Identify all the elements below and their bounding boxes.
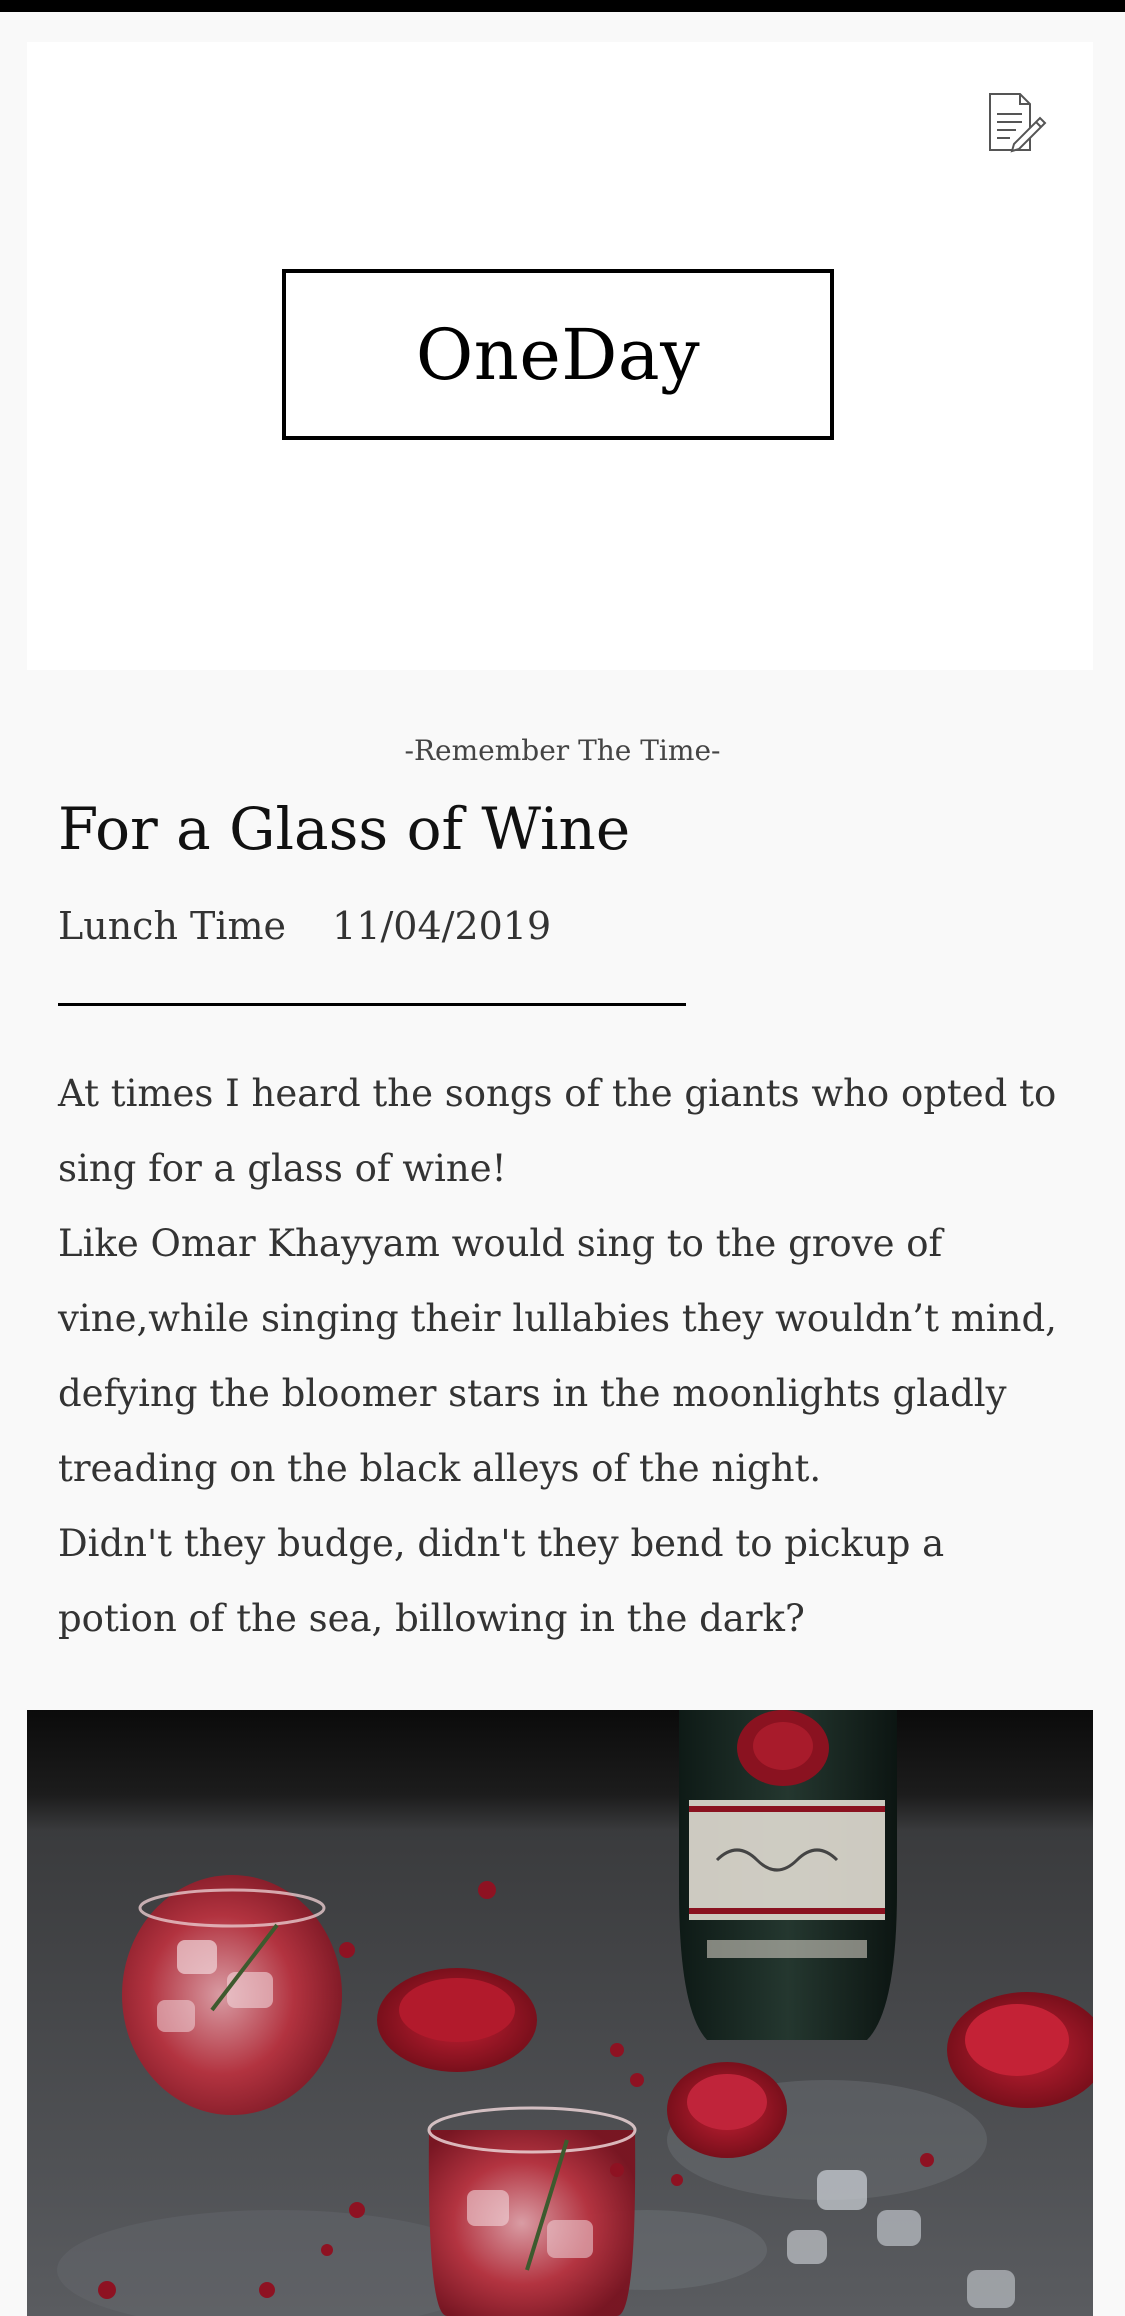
- pomegranate-cocktails-photo: [27, 1710, 1093, 2316]
- post-paragraph: Like Omar Khayyam would sing to the grove of vine,while singing their lullabies they wouldn’t mind, defying the bloomer stars in the moonlights gladly treading on the black alleys of the night.: [58, 1222, 1057, 1490]
- post-date: 11/04/2019: [332, 904, 552, 948]
- brand-logo-box: [282, 269, 834, 440]
- header-card: [27, 42, 1093, 670]
- status-bar: [0, 0, 1125, 12]
- post-body: [58, 1056, 1058, 1656]
- post-title: For a Glass of Wine: [58, 795, 631, 863]
- title-divider: [58, 1003, 686, 1006]
- post-paragraph: At times I heard the songs of the giants who opted to sing for a glass of wine!: [58, 1072, 1057, 1190]
- post-paragraph: Didn't they budge, didn't they bend to pickup a potion of the sea, billowing in the dark?: [58, 1522, 945, 1640]
- post-meta: [58, 904, 551, 948]
- post-time-label: Lunch Time: [58, 904, 287, 948]
- post-tagline: -Remember The Time-: [404, 734, 721, 767]
- brand-title: OneDay: [415, 313, 701, 396]
- edit-document-icon[interactable]: [984, 90, 1048, 154]
